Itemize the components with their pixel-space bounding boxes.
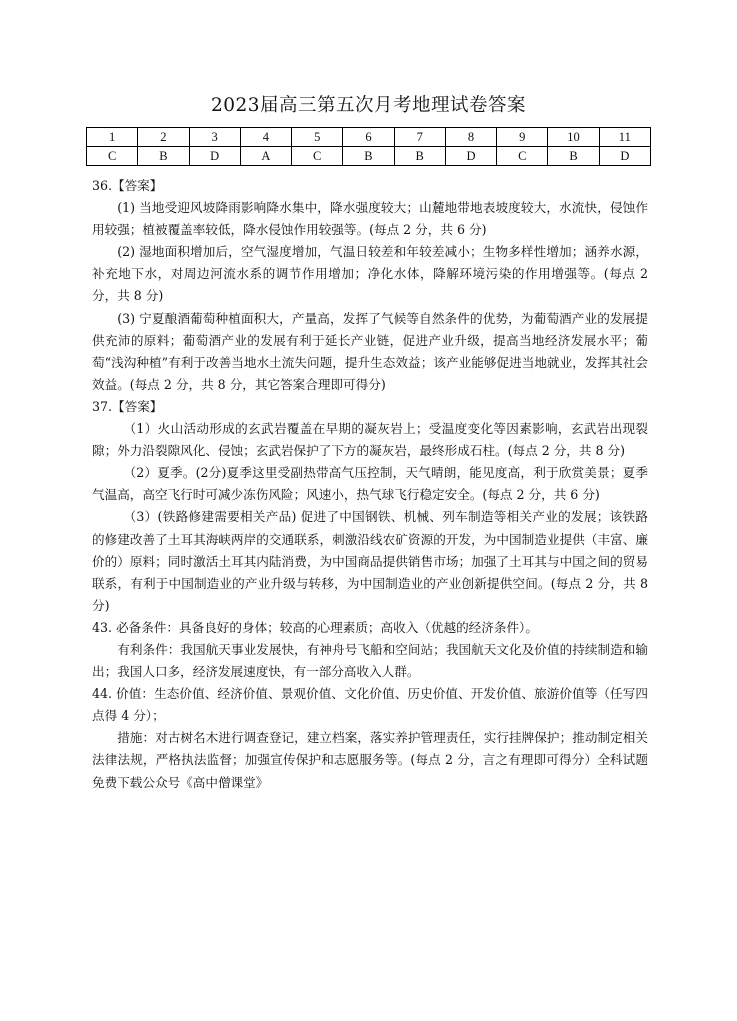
answer-letter-cell: D [445,147,496,166]
question-number-cell: 10 [548,128,599,147]
answer-letter-cell: D [599,147,650,166]
answer-letter-cell: C [497,147,548,166]
question-number-cell: 6 [343,128,394,147]
answer-letter-cell: B [394,147,445,166]
q44-values: 44. 价值：生态价值、经济价值、景观价值、文化价值、历史价值、开发价值、旅游价值等（任写四点得 4 分）； [92,686,648,724]
answer-letter-cell: B [343,147,394,166]
answer-letter-cell: C [87,147,138,166]
q36-heading: 36.【答案】 [92,178,163,193]
question-number-cell: 11 [599,128,650,147]
question-number-cell: 1 [87,128,138,147]
q36-part2-answer: (2) 湿地面积增加后，空气湿度增加，气温日较差和年较差减小；生物多样性增加；涵养水源，补充地下水，对周边河流水系的调节作用增加；净化水体，降解环境污染的作用增强等。(每点 2 分，共 8 分) [92,244,648,304]
question-number-cell: 3 [189,128,240,147]
question-number-cell: 4 [240,128,291,147]
q43-favorable-conditions: 有利条件：我国航天事业发展快，有神舟号飞船和空间站；我国航天文化及价值的持续制造和输出；我国人口多，经济发展速度快，有一部分高收入人群。 [92,641,648,680]
answer-letter-cell: C [292,147,343,166]
question-number-cell: 5 [292,128,343,147]
question-number-cell: 8 [445,128,496,147]
q44-measures: 措施：对古树名木进行调查登记，建立档案，落实养护管理责任，实行挂牌保护；推动制定相关法律法规，严格执法监督；加强宣传保护和志愿服务等。(每点 2 分，言之有理即可得分）全科试题免费下载公众号《高中僧课堂》 [92,730,648,790]
q37-heading: 37.【答案】 [92,398,163,414]
answer-letter-cell: A [240,147,291,166]
q36-part3-answer: (3) 宁夏酿酒葡萄种植面积大，产量高，发挥了气候等自然条件的优势，为葡萄酒产业的发展提供充沛的原料；葡萄酒产业的发展有利于延长产业链，促进产业升级，提高当地经济发展水平；葡萄“浅沟种植”有利于改善当地水土流失问题，提升生态效益；该产业能够促进当地就业，发挥其社会效益。(每点 2 分，共 8 分，其它答案合理即可得分) [92,310,648,392]
q37-part2-answer: （2）夏季。(2分)夏季这里受副热带高气压控制，天气晴朗，能见度高，利于欣赏美景；夏季气温高，高空飞行时可减少冻伤风险；风速小，热气球飞行稳定安全。(每点 2 分，共 6 分) [92,465,648,503]
question-number-cell: 7 [394,128,445,147]
answer-letter-cell: B [138,147,189,166]
question-number-cell: 2 [138,128,189,147]
q36-part1-answer: (1) 当地受迎风坡降雨影响降水集中，降水强度较大；山麓地带地表坡度较大，水流快，侵蚀作用较强；植被覆盖率较低，降水侵蚀作用较强等。(每点 2 分，共 6 分) [92,200,648,238]
question-number-row [87,128,651,147]
question-number-cell: 9 [497,128,548,147]
answer-letter-row [87,147,651,166]
answer-letter-cell: D [189,147,240,166]
q37-part3-answer: （3）(铁路修建需要相关产品) 促进了中国钢铁、机械、列车制造等相关产业的发展；该铁路的修建改善了土耳其海峡两岸的交通联系，刺激沿线农矿资源的开发，为中国制造业提供（丰富、廉价的）原料；同时激活土耳其内陆消费，为中国商品提供销售市场；加强了土耳其与中国之间的贸易联系，有利于中国制造业的产业升级与转移，为中国制造业的产业创新提供空间。(每点 2 分，共 8 分) [92,509,648,613]
q43-required-conditions: 43. 必备条件：具备良好的身体；较高的心理素质；高收入（优越的经济条件）。 [92,619,538,635]
answer-explanations [92,175,648,794]
answer-key-table [86,127,651,166]
document-title: 2023届高三第五次月考地理试卷答案 [210,95,527,116]
q37-part1-answer: （1）火山活动形成的玄武岩覆盖在早期的凝灰岩上；受温度变化等因素影响，玄武岩出现裂隙；外力沿裂隙风化、侵蚀；玄武岩保护了下方的凝灰岩，最终形成石柱。(每点 2 分，共 8 分) [92,421,648,459]
answer-letter-cell: B [548,147,599,166]
